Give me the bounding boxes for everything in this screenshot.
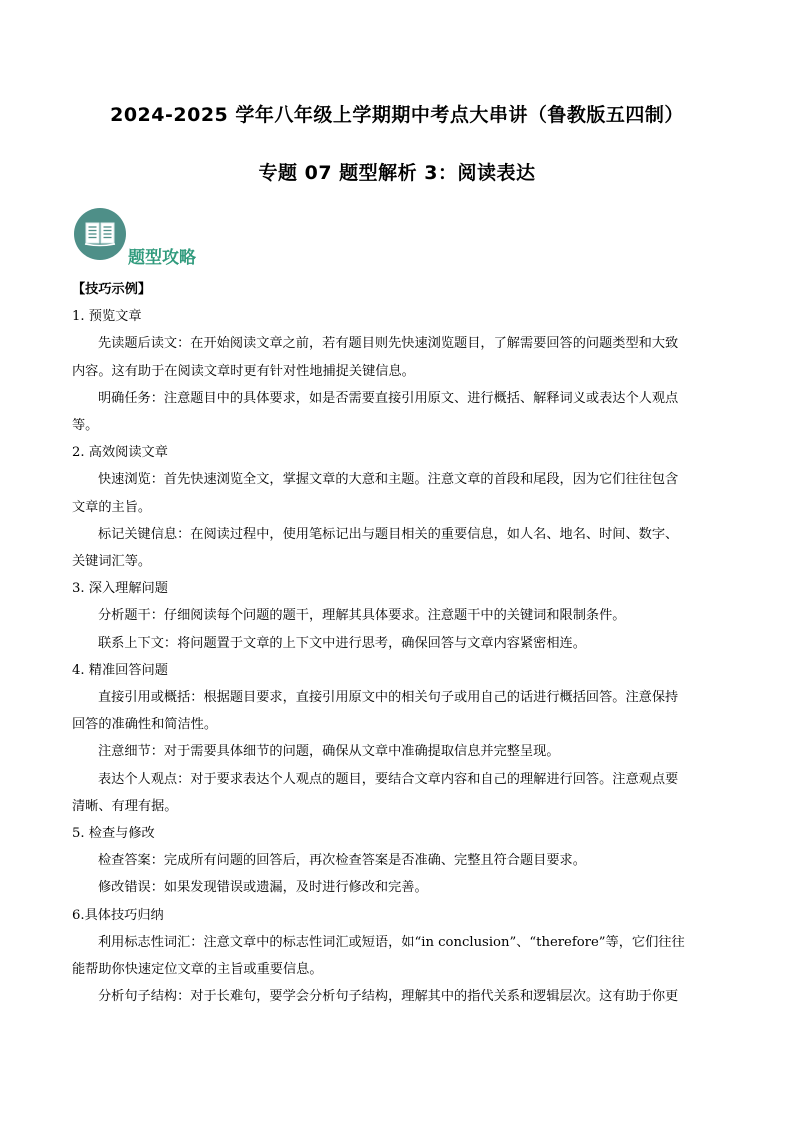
text-line: 联系上下文：将问题置于文章的上下文中进行思考，确保回答与文章内容紧密相连。	[98, 635, 586, 651]
text-line: 分析题干：仔细阅读每个问题的题干，理解其具体要求。注意题干中的关键词和限制条件。	[98, 608, 626, 624]
text-line: 1. 预览文章	[72, 309, 142, 325]
text-line: 表达个人观点：对于要求表达个人观点的题目，要结合文章内容和自己的理解进行回答。注意观点要	[98, 771, 679, 787]
text-line: 检查答案：完成所有问题的回答后，再次检查答案是否准确、完整且符合题目要求。	[98, 853, 586, 869]
text-line: 4. 精准回答问题	[72, 662, 168, 678]
open-book-icon	[84, 220, 116, 248]
text-line: 先读题后读文：在开始阅读文章之前，若有题目则先快速浏览题目，了解需要回答的问题类型和大致	[98, 336, 679, 352]
text-line: 等。	[72, 418, 99, 434]
text-line: 修改错误：如果发现错误或遗漏，及时进行修改和完善。	[98, 880, 428, 896]
text-line: 利用标志性词汇：注意文章中的标志性词汇或短语，如“in conclusion”、“therefore”等，它们往往	[98, 934, 685, 950]
section-badge	[74, 208, 126, 260]
body-lines	[72, 303, 724, 1010]
text-line: 快速浏览：首先快速浏览全文，掌握文章的大意和主题。注意文章的首段和尾段，因为它们往往包含	[98, 472, 679, 488]
text-line: 6.具体技巧归纳	[72, 907, 164, 923]
section-label: 题型攻略	[128, 248, 196, 268]
document-title: 2024-2025 学年八年级上学期期中考点大串讲（鲁教版五四制）	[110, 104, 684, 126]
text-line: 能帮助你快速定位文章的主旨或重要信息。	[72, 962, 323, 978]
document-subtitle: 专题 07 题型解析 3：阅读表达	[258, 162, 536, 184]
text-line: 清晰、有理有据。	[72, 798, 178, 814]
document-body	[72, 276, 724, 1010]
text-line: 明确任务：注意题目中的具体要求，如是否需要直接引用原文、进行概括、解释词义或表达个人观点	[98, 390, 679, 406]
text-line: 3. 深入理解问题	[72, 581, 168, 597]
text-line: 5. 检查与修改	[72, 826, 155, 842]
text-line: 内容。这有助于在阅读文章时更有针对性地捕捉关键信息。	[72, 363, 415, 379]
text-line: 分析句子结构：对于长难句，要学会分析句子结构，理解其中的指代关系和逻辑层次。这有助于你更	[98, 989, 679, 1005]
text-line: 回答的准确性和简洁性。	[72, 717, 218, 733]
text-line: 注意细节：对于需要具体细节的问题，确保从文章中准确提取信息并完整呈现。	[98, 744, 560, 760]
text-line: 文章的主旨。	[72, 499, 152, 515]
tips-tag: 【技巧示例】	[72, 282, 152, 297]
text-line: 关键词汇等。	[72, 554, 152, 570]
text-line: 2. 高效阅读文章	[72, 445, 168, 461]
text-line: 直接引用或概括：根据题目要求，直接引用原文中的相关句子或用自己的话进行概括回答。注意保持	[98, 690, 679, 706]
text-line: 标记关键信息：在阅读过程中，使用笔标记出与题目相关的重要信息，如人名、地名、时间、数字、	[98, 526, 679, 542]
